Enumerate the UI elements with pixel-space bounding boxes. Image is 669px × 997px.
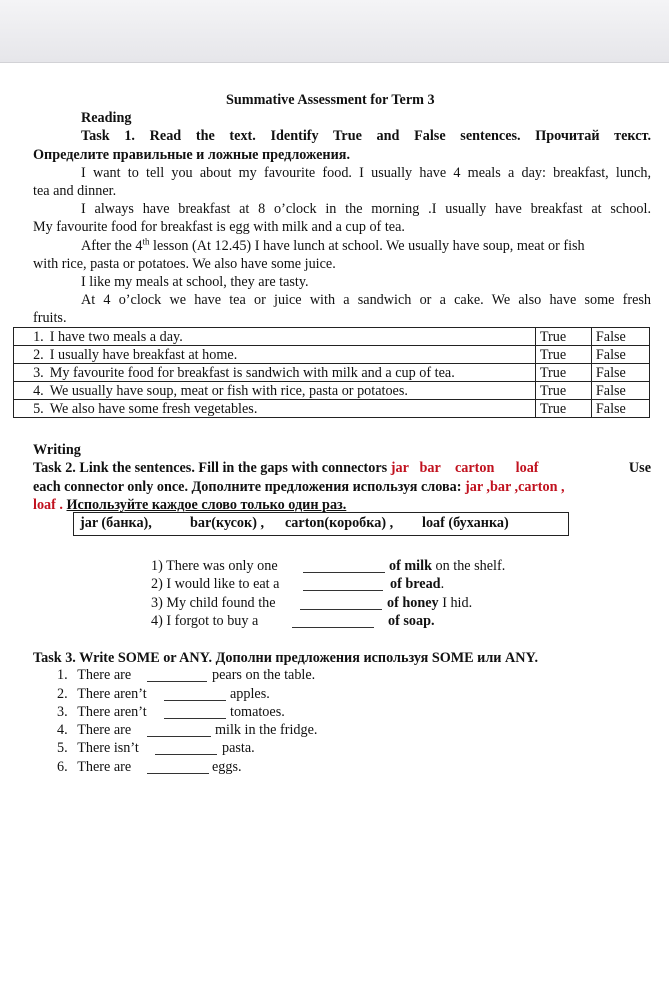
task1-instruction-ru: Определите правильные и ложные предложения. [33,147,351,163]
task2-text: Task 2. Link the sentences. Fill in the gaps with connectors [33,460,388,476]
sentence-number: 1) [151,558,163,574]
paragraph-5: At 4 o’clock we have tea or juice with a sandwich or a cake. We also have some fresh [81,292,651,308]
item-start: There are [77,722,132,738]
sentence-start: My child found the [166,595,276,611]
sentence-number: 2) [151,576,163,592]
item-start: There aren’t [77,704,147,720]
task2-instruction-line2 [33,479,565,496]
some-any-item-6 [57,759,131,776]
gap-sentence-3-end [387,595,472,612]
paragraph-1: I want to tell you about my favourite food. I usually have 4 meals a day: breakfast, lunch, [81,165,651,181]
row-number: 3. [14,364,46,382]
table-row [14,400,650,418]
item-number: 2. [57,686,68,702]
true-option[interactable]: True [535,400,591,418]
row-statement: We also have some fresh vegetables. [46,400,536,418]
sentence-number: 3) [151,595,163,611]
sentence-number: 4) [151,613,163,629]
writing-heading: Writing [33,442,81,458]
item-number: 6. [57,759,68,775]
paragraph-4: I like my meals at school, they are tasty. [81,274,309,290]
sentence-end: I hid. [442,595,473,611]
some-any-item-2-end: apples. [230,686,270,702]
paragraph-3-a: After the 4 [81,238,143,254]
some-any-input[interactable] [164,706,226,719]
false-option[interactable]: False [591,346,649,364]
gap-sentence-1 [151,558,278,575]
row-statement: We usually have soup, meat or fish with rice, pasta or potatoes. [46,382,536,400]
word-bank-carton: carton(коробка) , [285,515,394,531]
task2-instruction [33,460,651,477]
false-option[interactable]: False [591,328,649,346]
connector-jar: jar [390,460,409,476]
paragraph-2: I always have breakfast at 8 o’clock in the morning .I usually have breakfast at school. [81,201,651,217]
some-any-item-3 [57,704,147,721]
word-bank-loaf: loaf (буханка) [422,515,509,531]
item-start: There are [77,667,132,683]
item-number: 4. [57,722,68,738]
gap-input[interactable] [300,597,382,610]
item-number: 5. [57,740,68,756]
gap-input[interactable] [303,578,383,591]
table-row [14,364,650,382]
sentence-end-bold: of honey [387,595,439,611]
gap-sentence-4 [151,613,258,630]
true-option[interactable]: True [535,382,591,400]
some-any-input[interactable] [155,742,217,755]
some-any-item-5 [57,740,139,757]
row-number: 2. [14,346,46,364]
gap-sentence-3 [151,595,276,612]
some-any-item-5-end: pasta. [222,740,255,756]
table-row [14,346,650,364]
connector-carton: carton [454,460,495,476]
some-any-item-4-end: milk in the fridge. [215,722,318,738]
table-row [14,382,650,400]
item-start: There aren’t [77,686,147,702]
some-any-item-4 [57,722,131,739]
row-number: 4. [14,382,46,400]
some-any-input[interactable] [164,688,226,701]
table-row [14,328,650,346]
gap-sentence-2-end [390,576,444,593]
paragraph-3-cont: with rice, pasta or potatoes. We also have some juice. [33,256,336,272]
connector-bar: bar [419,460,441,476]
false-option[interactable]: False [591,400,649,418]
false-option[interactable]: False [591,382,649,400]
task3-heading: Task 3. Write SOME or ANY. Дополни предложения используя SOME или ANY. [33,650,538,666]
task2-line2-text: each connector only once. Дополните предложения используя слова: [33,479,462,495]
task2-line3-text: Используйте каждое слово только один раз. [66,497,347,513]
paragraph-5-cont: fruits. [33,310,67,326]
task2-use: Use [628,460,651,476]
sentence-end: on the shelf. [435,558,506,574]
some-any-item-1 [57,667,131,684]
some-any-input[interactable] [147,724,211,737]
row-statement: I have two meals a day. [46,328,536,346]
connector-loaf: loaf [515,460,539,476]
item-start: There are [77,759,132,775]
task2-line2-words: jar ,bar ,carton , [465,479,565,495]
row-statement: My favourite food for breakfast is sandwich with milk and a cup of tea. [46,364,536,382]
some-any-input[interactable] [147,761,209,774]
true-false-table [13,327,650,418]
gap-sentence-1-end [389,558,505,575]
paragraph-3-b: lesson (At 12.45) I have lunch at school. We usually have soup, meat or fish [149,238,585,254]
row-number: 5. [14,400,46,418]
true-option[interactable]: True [535,364,591,382]
item-start: There isn’t [77,740,139,756]
some-any-item-1-end: pears on the table. [212,667,316,683]
sentence-start: There was only one [166,558,278,574]
word-bank-bar: bar(кусок) , [190,515,265,531]
gap-input[interactable] [292,615,374,628]
paragraph-3 [81,238,651,255]
some-any-input[interactable] [147,669,207,682]
some-any-item-3-end: tomatoes. [230,704,285,720]
task1-instruction: Task 1. Read the text. Identify True and False sentences. Прочитай текст. [81,128,651,144]
item-number: 1. [57,667,68,683]
sentence-start: I forgot to buy a [166,613,259,629]
sentence-start: I would like to eat a [166,576,280,592]
reading-heading: Reading [81,110,132,126]
paragraph-2-cont: My favourite food for breakfast is egg with milk and a cup of tea. [33,219,405,235]
row-statement: I usually have breakfast at home. [46,346,536,364]
superscript-th: th [142,236,150,247]
some-any-item-6-end: eggs. [212,759,242,775]
sentence-end-bold: of milk [389,558,432,574]
some-any-item-2 [57,686,147,703]
item-number: 3. [57,704,68,720]
sentence-end-bold: of bread [390,576,441,592]
page-title: Summative Assessment for Term 3 [226,92,435,108]
gap-sentence-4-end [388,613,435,630]
task2-line3-loaf: loaf . [33,497,63,513]
true-option[interactable]: True [535,328,591,346]
word-bank-jar: jar (банка), [80,515,152,531]
false-option[interactable]: False [591,364,649,382]
row-number: 1. [14,328,46,346]
paragraph-1-cont: tea and dinner. [33,183,117,199]
gap-sentence-2 [151,576,279,593]
gap-input[interactable] [303,560,385,573]
true-option[interactable]: True [535,346,591,364]
sentence-end-bold: of soap. [388,613,435,629]
sentence-end: . [440,576,445,592]
